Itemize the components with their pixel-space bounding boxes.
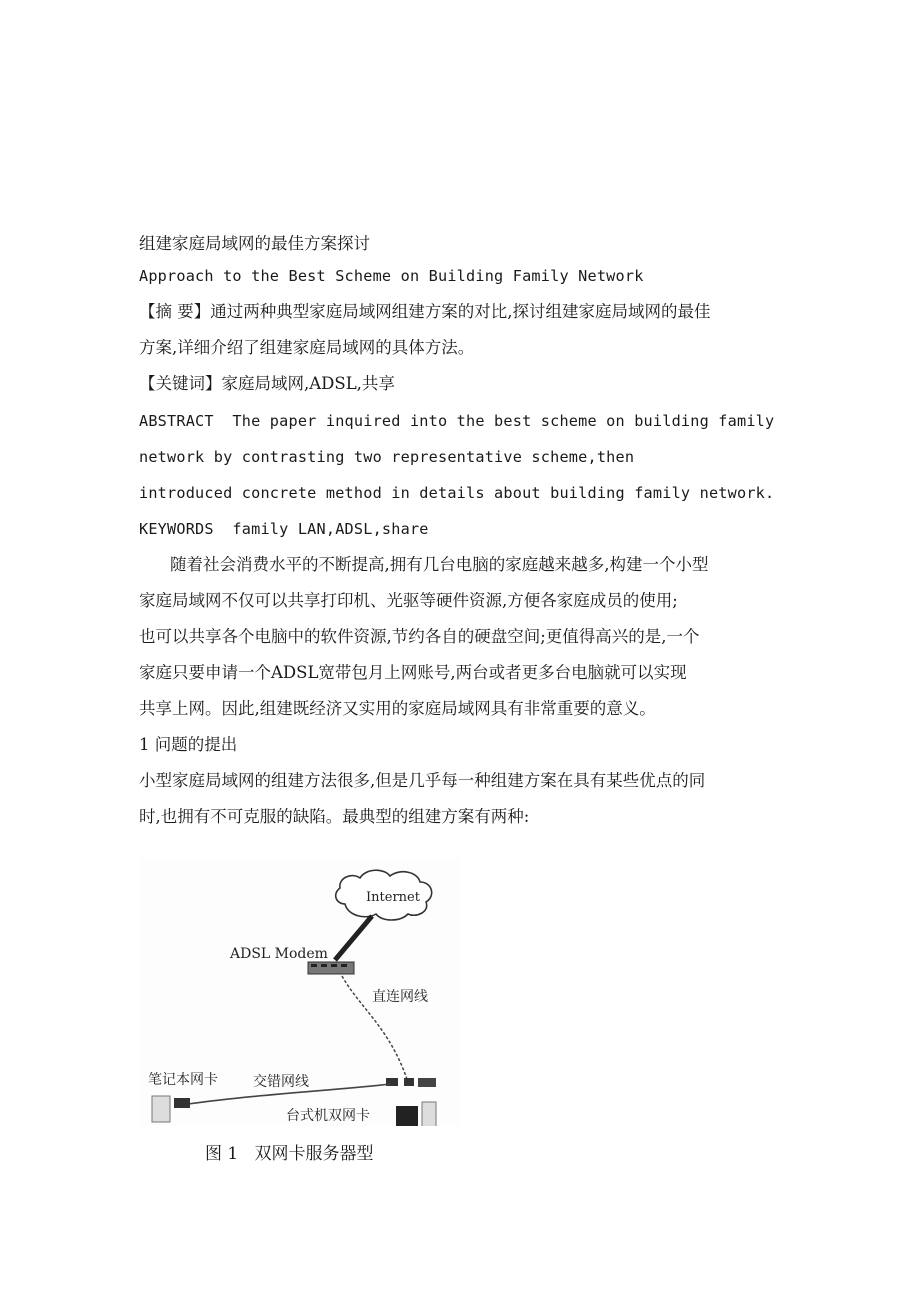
abstract-en-line2: network by contrasting two representative scheme,then xyxy=(139,448,635,466)
abstract-cn-line1 xyxy=(139,300,711,324)
straight-cable-label: 直连网线 xyxy=(372,989,428,1005)
intro-line-1: 随着社会消费水平的不断提高,拥有几台电脑的家庭越来越多,构建一个小型 xyxy=(170,555,709,574)
intro-line-4: 家庭只要申请一个ADSL宽带包月上网账号,两台或者更多台电脑就可以实现 xyxy=(139,663,687,682)
section1-para-line1: 小型家庭局域网的组建方法很多,但是几乎每一种组建方案在具有某些优点的同 xyxy=(139,771,706,790)
intro-line-2: 家庭局域网不仅可以共享打印机、光驱等硬件资源,方便各家庭成员的使用; xyxy=(139,591,678,610)
section1-para-line2: 时,也拥有不可克服的缺陷。最典型的组建方案有两种: xyxy=(139,807,530,826)
internet-label: Internet xyxy=(366,890,420,905)
title-en: Approach to the Best Scheme on Building Family Network xyxy=(139,267,644,285)
modem-label: ADSL Modem xyxy=(230,946,328,962)
abstract-cn-text: 通过两种典型家庭局域网组建方案的对比,探讨组建家庭局域网的最佳 xyxy=(210,302,711,321)
keywords-cn-text: 家庭局域网,ADSL,共享 xyxy=(221,374,395,393)
figure-caption xyxy=(205,1139,373,1164)
abstract-en-line1: ABSTRACT The paper inquired into the best scheme on building family xyxy=(139,412,775,430)
keywords-cn xyxy=(139,372,395,396)
modem-icon xyxy=(308,962,354,974)
keywords-en: KEYWORDS family LAN,ADSL,share xyxy=(139,520,429,538)
section1-heading: 1 问题的提出 xyxy=(139,735,238,754)
desktop-label: 台式机双网卡 xyxy=(286,1108,370,1124)
laptop-label: 笔记本网卡 xyxy=(148,1072,218,1088)
internet-cloud xyxy=(336,870,432,920)
abstract-en-line3: introduced concrete method in details about building family network. xyxy=(139,484,775,502)
keywords-cn-label: 【关键词】 xyxy=(139,374,222,393)
figure-caption-text: 双网卡服务器型 xyxy=(254,1144,374,1164)
intro-line-5: 共享上网。因此,组建既经济又实用的家庭局域网具有非常重要的意义。 xyxy=(139,699,656,718)
network-diagram xyxy=(140,858,460,1126)
intro-line-3: 也可以共享各个电脑中的软件资源,节约各自的硬盘空间;更值得高兴的是,一个 xyxy=(139,627,700,646)
title-cn: 组建家庭局域网的最佳方案探讨 xyxy=(139,234,370,253)
abstract-cn-label: 【摘 要】 xyxy=(139,302,211,321)
abstract-cn-line2: 方案,详细介绍了组建家庭局域网的具体方法。 xyxy=(139,338,475,357)
cross-cable-label: 交错网线 xyxy=(253,1074,309,1090)
figure-caption-number: 图 1 xyxy=(205,1144,239,1164)
